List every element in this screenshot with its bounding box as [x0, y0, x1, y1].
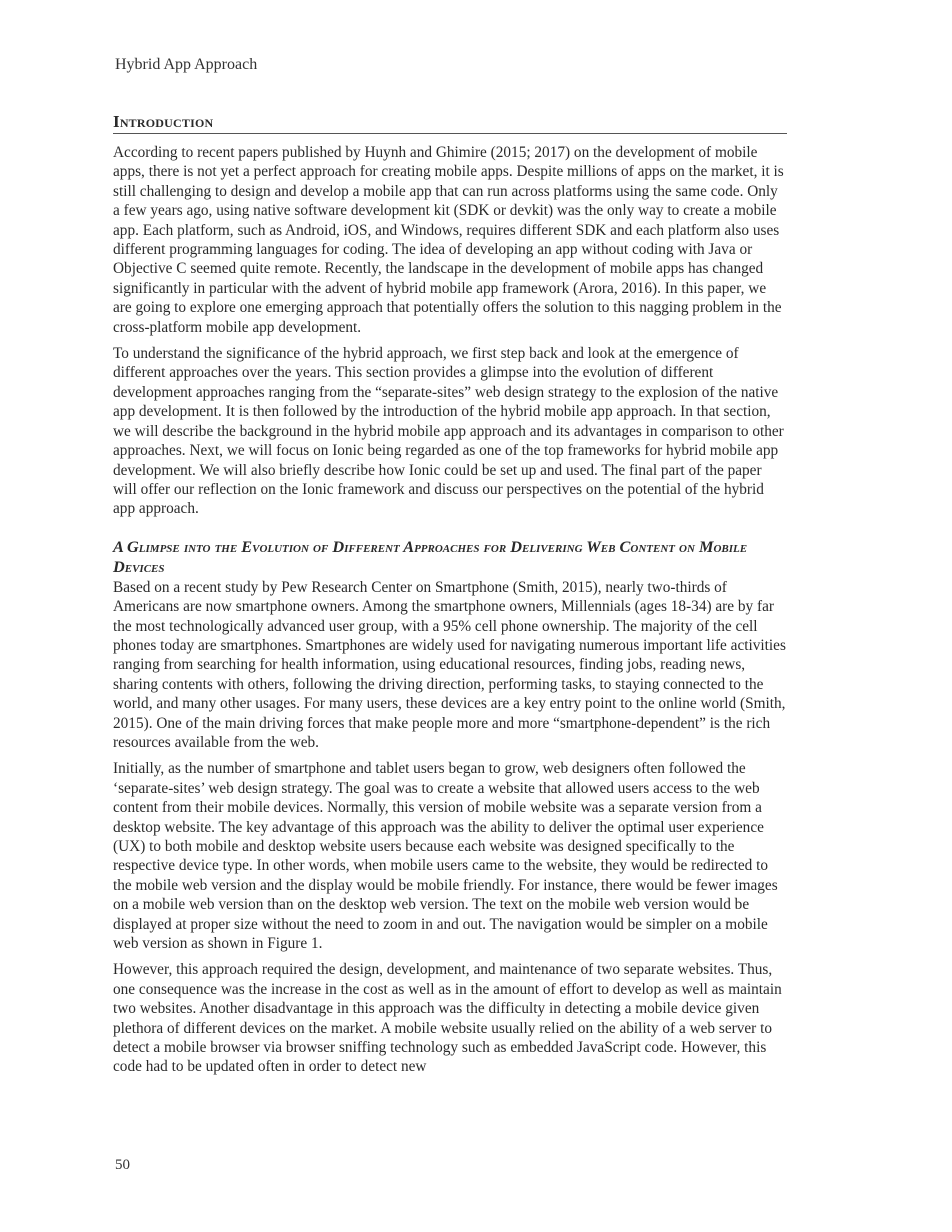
running-head: Hybrid App Approach	[115, 56, 258, 73]
glimpse-paragraph-2: Initially, as the number of smartphone and tablet users began to grow, web designers often followed the ‘separate-sites’ web design strategy. The goal was to create a website that allowed users access to the web content from their mobile devices. Normally, this version of mobile website was a separate version from a desktop website. The key advantage of this approach was the ability to deliver the optimal user experience (UX) to both mobile and desktop website users because each website was designed specifically to the respective device type. In other words, when mobile users came to the website, they would be redirected to the mobile web version and the display would be mobile friendly. For instance, there would be fewer images on a mobile web version than on the desktop web version. The text on the mobile web version would be displayed at proper size without the need to zoom in and out. The navigation would be simpler on a mobile web version as shown in Figure 1.	[113, 760, 778, 953]
glimpse-paragraph-1: Based on a recent study by Pew Research Center on Smartphone (Smith, 2015), nearly two-thirds of Americans are now smartphone owners. Among the smartphone owners, Millennials (ages 18-34) are by far the most technologically advanced user group, with a 95% cell phone ownership. The majority of the cell phones today are smartphones. Smartphones are widely used for navigating numerous important life activities ranging from searching for health information, using educational resources, finding jobs, reading news, sharing contents with others, following the driving direction, performing tasks, to staying connected to the world, and many other usages. For many users, these devices are a key entry point to the online world (Smith, 2015). One of the main driving forces that make people more and more “smartphone-dependent” is the rich resources available from the web.	[113, 578, 786, 751]
glimpse-paragraph-3: However, this approach required the design, development, and maintenance of two separate websites. Thus, one consequence was the increase in the cost as well as in the amount of effort to develop as well as maintain two websites. Another disadvantage in this approach was the difficulty in detecting a mobile device given plethora of different devices on the market. A mobile website usually relied on the ability of a web server to detect a mobile browser via browser sniffing technology such as embedded JavaScript code. However, this code had to be updated often in order to detect new	[113, 961, 782, 1076]
article-body	[113, 112, 787, 1084]
page-number: 50	[115, 1157, 130, 1173]
section-heading-glimpse: A Glimpse into the Evolution of Different Approaches for Delivering Web Content on Mobile Devices	[113, 536, 748, 576]
section-heading-introduction: Introduction	[113, 112, 787, 134]
intro-paragraph-1: According to recent papers published by Huynh and Ghimire (2015; 2017) on the development of mobile apps, there is not yet a perfect approach for creating mobile apps. Despite millions of apps on the market, it is still challenging to design and develop a mobile app that can run across platforms using the same code. Only a few years ago, using native software development kit (SDK or devkit) was the only way to create a mobile app. Each platform, such as Android, iOS, and Windows, requires different SDK and each platform also uses different programming languages for coding. The idea of developing an app without coding with Java or Objective C seemed quite remote. Recently, the landscape in the development of mobile apps has changed significantly in particular with the advent of hybrid mobile app framework (Arora, 2016). In this paper, we are going to explore one emerging approach that potentially offers the solution to this nagging problem in the cross-platform mobile app development.	[113, 144, 784, 336]
intro-paragraph-2: To understand the significance of the hybrid approach, we first step back and look at the emergence of different approaches over the years. This section provides a glimpse into the evolution of different development approaches ranging from the “separate-sites” web design strategy to the explosion of the native app development. It is then followed by the introduction of the hybrid mobile app approach. In that section, we will describe the background in the hybrid mobile app approach and its advantages in comparison to other approaches. Next, we will focus on Ionic being regarded as one of the top frameworks for hybrid mobile app development. We will also briefly describe how Ionic could be set up and used. The final part of the paper will offer our reflection on the Ionic framework and discuss our perspectives on the potential of the hybrid app approach.	[113, 345, 784, 518]
